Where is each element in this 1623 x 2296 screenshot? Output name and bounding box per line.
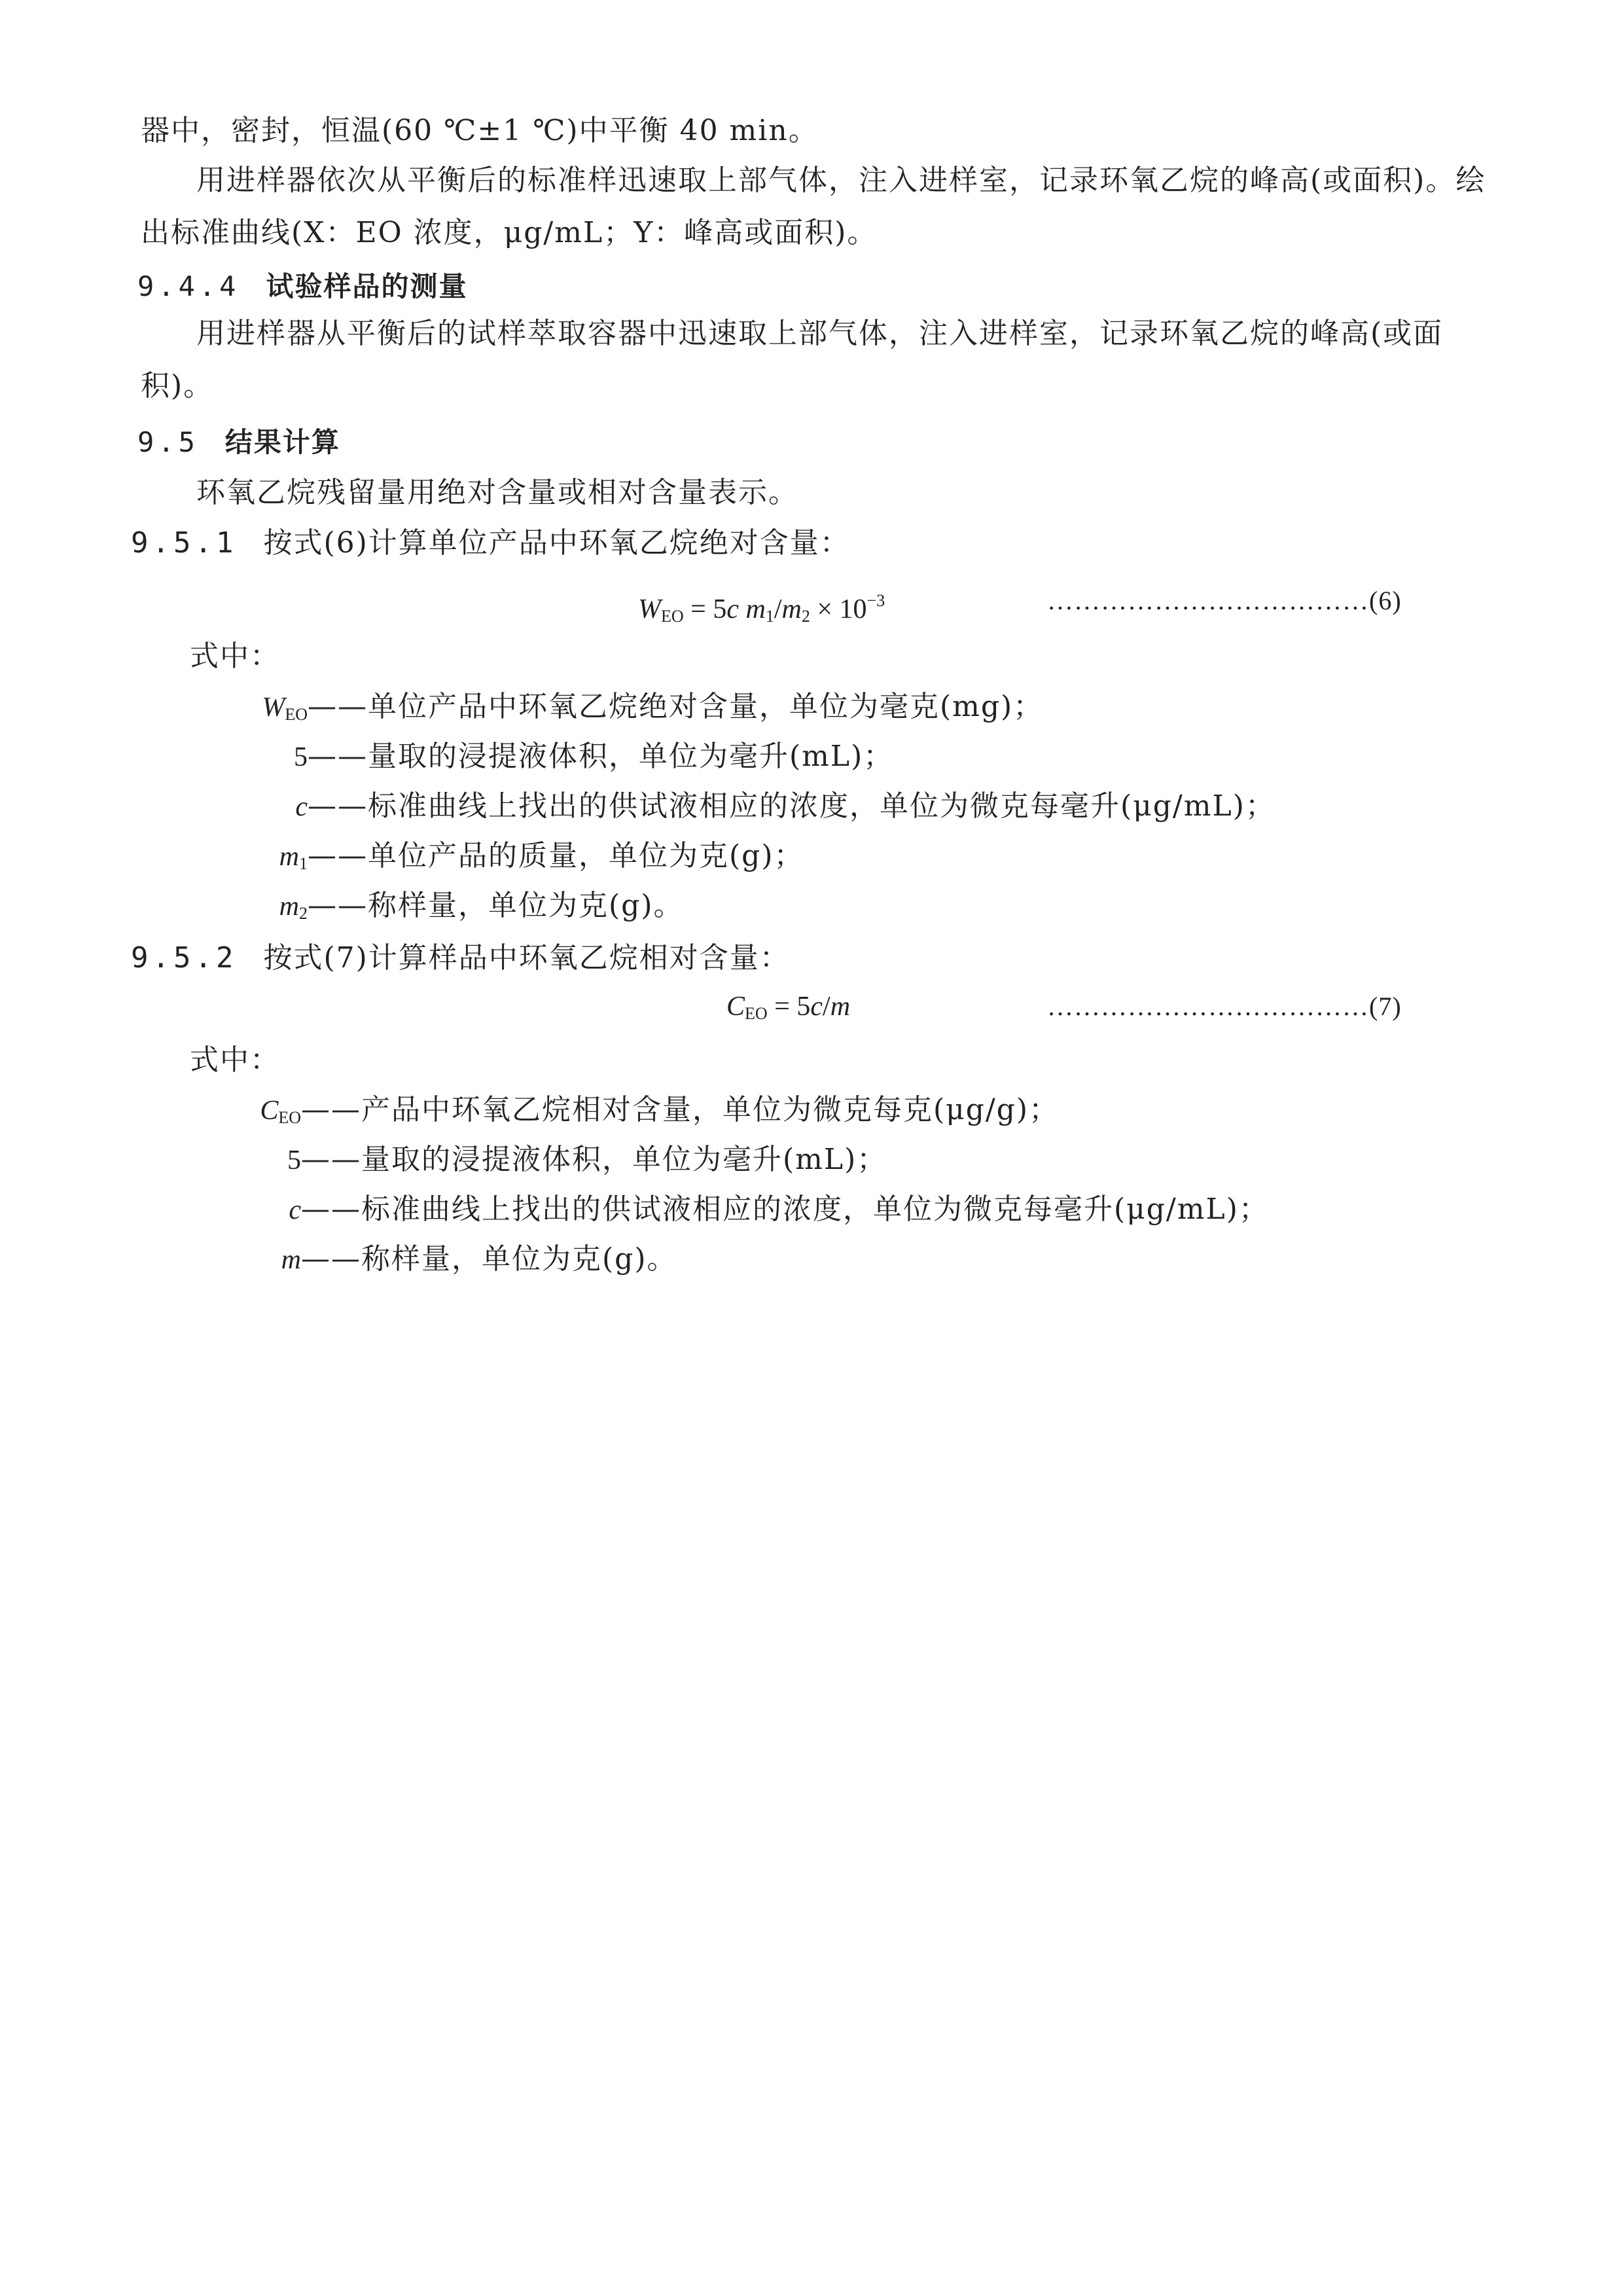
- variable-symbol: $W_{EO}$: [262, 692, 308, 724]
- variable-definition: [190, 1092, 1059, 1136]
- equation-number-7: ………………………………(7): [1047, 992, 1402, 1021]
- section-number: 9.5: [137, 426, 199, 458]
- variable-symbol: m: [281, 1245, 301, 1275]
- paragraph-line: 器中，密封，恒温(60 ℃±1 ℃)中平衡 40 min。: [141, 114, 819, 147]
- variable-symbol: $C_{EO}$: [260, 1096, 301, 1127]
- variable-description: ——量取的浸提液体积，单位为毫升(mL)；: [308, 740, 894, 773]
- variable-symbol: $m_2$: [279, 891, 308, 923]
- variable-definition: [190, 1191, 1269, 1229]
- clause-text: 按式(6)计算单位产品中环氧乙烷绝对含量：: [263, 526, 850, 560]
- variable-description: ——单位产品中环氧乙烷绝对含量，单位为毫克(mg)；: [308, 690, 1044, 723]
- formula-6: $W_{EO} = 5c$ $m_1/m_2 \times 10^{-3}$: [638, 591, 885, 626]
- variable-definition: [190, 689, 1043, 733]
- equation-number-6: ………………………………(6): [1047, 586, 1402, 615]
- variable-definition: [190, 788, 1275, 825]
- variable-definition: [190, 738, 893, 776]
- variable-description: ——单位产品的质量，单位为克(g)；: [308, 839, 804, 872]
- paragraph-line: 出标准曲线(X：EO 浓度，μg/mL；Y：峰高或面积)。: [141, 216, 878, 249]
- variable-description: ——量取的浸提液体积，单位为毫升(mL)；: [301, 1143, 887, 1176]
- variable-description: ——标准曲线上找出的供试液相应的浓度，单位为微克每毫升(μg/mL)；: [301, 1193, 1269, 1226]
- section-heading-9-4-4: [137, 268, 467, 305]
- variable-description: ——称样量，单位为克(g)。: [301, 1242, 677, 1276]
- clause-text: 按式(7)计算样品中环氧乙烷相对含量：: [263, 941, 790, 975]
- variable-description: ——标准曲线上找出的供试液相应的浓度，单位为微克每毫升(μg/mL)；: [308, 789, 1275, 823]
- where-label: 式中：: [190, 1043, 280, 1077]
- variable-definition: [190, 838, 804, 882]
- clause-number: 9.5.1: [131, 526, 238, 560]
- variable-description: ——产品中环氧乙烷相对含量，单位为微克每克(μg/g)；: [301, 1093, 1060, 1126]
- paragraph-line: 用进样器从平衡后的试样萃取容器中迅速取上部气体，注入进样室，记录环氧乙烷的峰高(或面: [196, 317, 1444, 350]
- section-title: 试验样品的测量: [266, 270, 468, 302]
- where-label: 式中：: [190, 639, 280, 673]
- paragraph-line: 积)。: [141, 369, 214, 403]
- variable-description: ——称样量，单位为克(g)。: [308, 889, 684, 922]
- variable-definition: [190, 888, 684, 932]
- formula-7: $C_{EO} = 5c/m$: [726, 992, 851, 1023]
- paragraph-line: 用进样器依次从平衡后的标准样迅速取上部气体，注入进样室，记录环氧乙烷的峰高(或面积)。绘: [196, 164, 1486, 197]
- section-heading-9-5: [137, 424, 340, 461]
- variable-symbol: $m_1$: [279, 842, 308, 873]
- variable-symbol: c: [295, 792, 308, 822]
- section-number: 9.4.4: [137, 270, 240, 302]
- clause-9-5-1: [131, 525, 850, 562]
- section-title: 结果计算: [224, 426, 340, 458]
- clause-9-5-2: [131, 940, 790, 977]
- variable-definition: [190, 1241, 677, 1278]
- variable-definition: [190, 1141, 887, 1179]
- variable-symbol: 5: [294, 742, 308, 772]
- variable-symbol: c: [289, 1195, 301, 1225]
- clause-number: 9.5.2: [131, 941, 238, 975]
- variable-symbol: 5: [287, 1145, 301, 1175]
- paragraph-line: 环氧乙烷残留量用绝对含量或相对含量表示。: [196, 476, 798, 509]
